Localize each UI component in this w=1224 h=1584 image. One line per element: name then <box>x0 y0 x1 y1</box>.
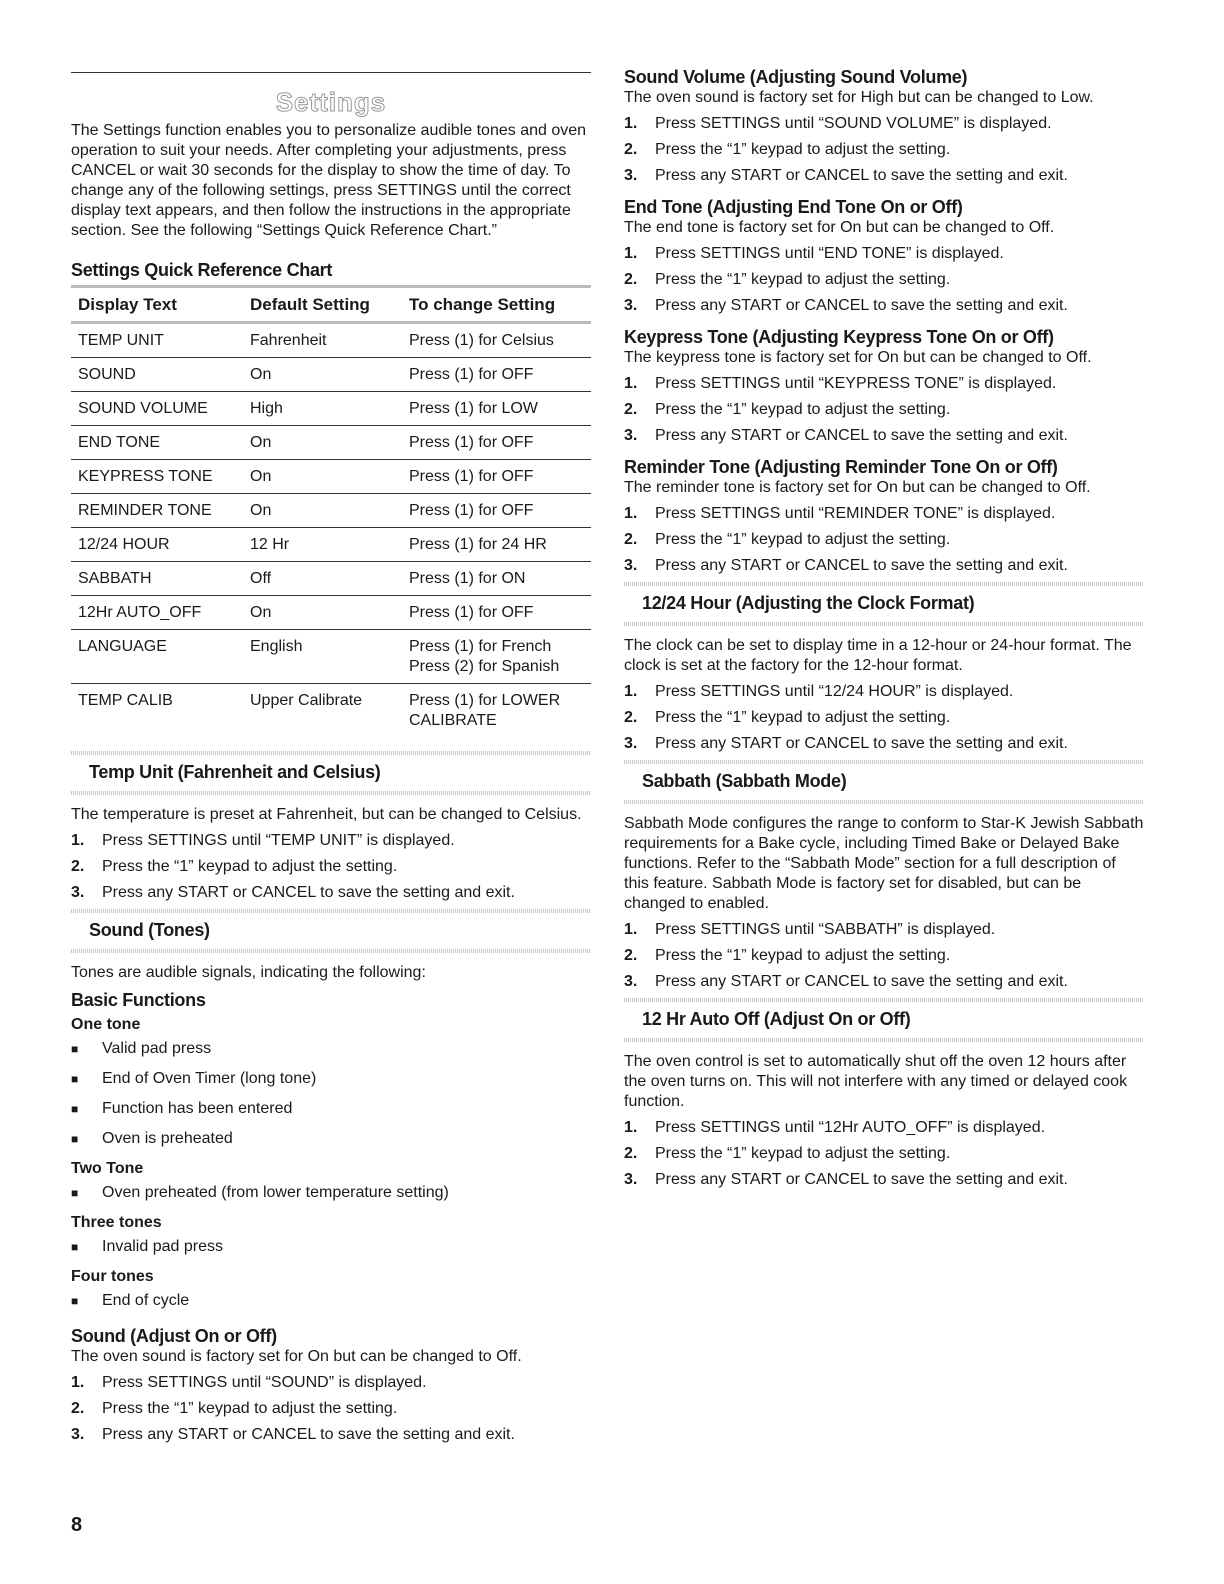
keypress-tone-body: The keypress tone is factory set for On but can be changed to Off. <box>624 349 1092 366</box>
auto-off-title: 12 Hr Auto Off (Adjust On or Off) <box>642 1009 911 1029</box>
auto-off-steps <box>624 1118 1144 1190</box>
basic-functions-title: Basic Functions <box>71 990 206 1010</box>
step-item <box>624 1170 1144 1190</box>
step-item <box>624 166 1144 186</box>
step-number: 3. <box>71 1426 85 1443</box>
end-tone-steps <box>624 244 1144 316</box>
chart-row <box>71 562 591 596</box>
bullet-icon: ■ <box>71 1102 79 1116</box>
temp-unit-steps <box>71 831 591 903</box>
step-item <box>624 734 1144 754</box>
sound-adjust-title: Sound (Adjust On or Off) <box>71 1326 277 1346</box>
step-text: Press any START or CANCEL to save the setting and exit. <box>655 973 1068 990</box>
step-number: 3. <box>624 557 638 574</box>
step-item <box>624 1118 1144 1138</box>
list-item <box>71 1129 591 1149</box>
step-text: Press any START or CANCEL to save the setting and exit. <box>655 557 1068 574</box>
cell-change-setting: Press (1) for Celsius <box>402 323 591 358</box>
temp-unit-body: The temperature is preset at Fahrenheit, but can be changed to Celsius. <box>71 806 582 823</box>
chart-row <box>71 323 591 358</box>
step-number: 2. <box>624 947 638 964</box>
cell-display-text: 12/24 HOUR <box>71 528 243 562</box>
step-number: 3. <box>624 167 638 184</box>
step-item <box>624 140 1144 160</box>
chart-row <box>71 630 591 684</box>
step-text: Press any START or CANCEL to save the setting and exit. <box>102 1426 515 1443</box>
step-item <box>624 270 1144 290</box>
reminder-tone-body: The reminder tone is factory set for On but can be changed to Off. <box>624 479 1091 496</box>
chart-row <box>71 528 591 562</box>
tone-group-list <box>71 1183 591 1203</box>
cell-default-setting: On <box>243 426 402 460</box>
list-item <box>71 1291 591 1311</box>
step-text: Press the “1” keypad to adjust the setting. <box>655 141 951 158</box>
cell-default-setting: English <box>243 630 402 684</box>
tone-group-list <box>71 1237 591 1257</box>
cell-change-setting: Press (1) for OFF <box>402 494 591 528</box>
header-display-text: Display Text <box>71 287 243 323</box>
chart-row <box>71 358 591 392</box>
cell-default-setting: On <box>243 494 402 528</box>
step-text: Press SETTINGS until “12Hr AUTO_OFF” is displayed. <box>655 1119 1046 1136</box>
chart-row <box>71 494 591 528</box>
step-text: Press any START or CANCEL to save the setting and exit. <box>655 427 1068 444</box>
chart-row <box>71 460 591 494</box>
hour-format-banner <box>624 582 1144 626</box>
step-item <box>71 857 591 877</box>
list-item <box>71 1069 591 1089</box>
reminder-tone-steps <box>624 504 1144 576</box>
chart-title: Settings Quick Reference Chart <box>71 260 333 280</box>
cell-change-setting: Press (1) for OFF <box>402 596 591 630</box>
page-number: 8 <box>71 1514 83 1536</box>
chart-row <box>71 392 591 426</box>
step-text: Press any START or CANCEL to save the setting and exit. <box>102 884 515 901</box>
chart-row <box>71 684 591 738</box>
cell-display-text: SOUND VOLUME <box>71 392 243 426</box>
temp-unit-banner <box>71 751 591 795</box>
bullet-icon: ■ <box>71 1042 79 1056</box>
step-text: Press SETTINGS until “SOUND” is displayed. <box>102 1374 427 1391</box>
list-item <box>71 1039 591 1059</box>
cell-change-setting: Press (1) for OFF <box>402 358 591 392</box>
tone-groups <box>71 1015 591 1311</box>
step-number: 1. <box>624 683 638 700</box>
tone-group-list <box>71 1291 591 1311</box>
step-number: 1. <box>624 115 638 132</box>
step-item <box>71 1399 591 1419</box>
tone-group-list <box>71 1039 591 1149</box>
step-number: 2. <box>71 1400 85 1417</box>
cell-display-text: SOUND <box>71 358 243 392</box>
step-text: Press any START or CANCEL to save the setting and exit. <box>655 735 1068 752</box>
reference-chart <box>71 285 591 737</box>
step-text: Press the “1” keypad to adjust the setting. <box>102 858 398 875</box>
cell-default-setting: On <box>243 596 402 630</box>
sabbath-banner <box>624 760 1144 804</box>
step-number: 3. <box>71 884 85 901</box>
cell-change-setting: Press (1) for French Press (2) for Spanish <box>402 630 591 684</box>
sound-adjust-body: The oven sound is factory set for On but can be changed to Off. <box>71 1348 522 1365</box>
step-number: 2. <box>71 858 85 875</box>
sound-volume-steps <box>624 114 1144 186</box>
header-change-setting: To change Setting <box>402 287 591 323</box>
intro-text: The Settings function enables you to personalize audible tones and oven operation to suit your needs. After completing your adjustments, press CANCEL or wait 30 seconds for the display to show the time of day. To change any of the following settings, press SETTINGS until the correct display text appears, and then follow the instructions in the appropriate section. See the following “Settings Quick Reference Chart.” <box>71 122 587 239</box>
step-number: 1. <box>71 1374 85 1391</box>
cell-change-setting: Press (1) for ON <box>402 562 591 596</box>
step-item <box>71 1373 591 1393</box>
chart-header-row <box>71 287 591 323</box>
cell-display-text: REMINDER TONE <box>71 494 243 528</box>
step-number: 1. <box>624 505 638 522</box>
bullet-icon: ■ <box>71 1240 79 1254</box>
end-tone-body: The end tone is factory set for On but can be changed to Off. <box>624 219 1055 236</box>
step-item <box>624 296 1144 316</box>
cell-default-setting: 12 Hr <box>243 528 402 562</box>
sound-adjust-steps <box>71 1373 591 1445</box>
step-item <box>624 504 1144 524</box>
step-number: 3. <box>624 427 638 444</box>
step-text: Press any START or CANCEL to save the setting and exit. <box>655 297 1068 314</box>
hour-format-steps <box>624 682 1144 754</box>
step-number: 1. <box>624 921 638 938</box>
list-item-text: Function has been entered <box>102 1100 293 1117</box>
step-text: Press the “1” keypad to adjust the setting. <box>655 947 951 964</box>
step-text: Press SETTINGS until “TEMP UNIT” is displayed. <box>102 832 455 849</box>
keypress-tone-steps <box>624 374 1144 446</box>
step-item <box>71 831 591 851</box>
step-item <box>624 556 1144 576</box>
step-number: 1. <box>71 832 85 849</box>
cell-change-setting: Press (1) for LOWER CALIBRATE <box>409 692 561 729</box>
cell-display-text: 12Hr AUTO_OFF <box>71 596 243 630</box>
step-number: 3. <box>624 1171 638 1188</box>
step-item <box>624 374 1144 394</box>
step-text: Press the “1” keypad to adjust the setting. <box>655 401 951 418</box>
cell-default-setting: Fahrenheit <box>243 323 402 358</box>
sound-volume-body: The oven sound is factory set for High but can be changed to Low. <box>624 89 1094 106</box>
step-item <box>624 920 1144 940</box>
step-text: Press the “1” keypad to adjust the setting. <box>102 1400 398 1417</box>
step-number: 2. <box>624 709 638 726</box>
left-column <box>71 60 591 1451</box>
cell-change-setting: Press (1) for OFF <box>402 426 591 460</box>
step-number: 2. <box>624 1145 638 1162</box>
step-item <box>71 1425 591 1445</box>
sabbath-steps <box>624 920 1144 992</box>
tone-group-label: Three tones <box>71 1214 162 1231</box>
cell-change-setting: Press (1) for OFF <box>402 460 591 494</box>
header-default-setting: Default Setting <box>243 287 402 323</box>
step-item <box>624 682 1144 702</box>
chart-row <box>71 596 591 630</box>
right-column <box>624 66 1144 1196</box>
cell-default-setting: On <box>243 460 402 494</box>
cell-default-setting: On <box>243 358 402 392</box>
step-text: Press SETTINGS until “KEYPRESS TONE” is displayed. <box>655 375 1057 392</box>
list-item-text: Oven preheated (from lower temperature setting) <box>102 1184 449 1201</box>
cell-display-text: LANGUAGE <box>71 630 243 684</box>
step-number: 2. <box>624 401 638 418</box>
step-item <box>624 1144 1144 1164</box>
cell-display-text: SABBATH <box>71 562 243 596</box>
sound-volume-title: Sound Volume (Adjusting Sound Volume) <box>624 67 968 87</box>
top-rule <box>71 72 591 73</box>
cell-default-setting: Off <box>243 562 402 596</box>
step-number: 3. <box>624 735 638 752</box>
keypress-tone-title: Keypress Tone (Adjusting Keypress Tone On or Off) <box>624 327 1054 347</box>
list-item-text: End of cycle <box>102 1292 190 1309</box>
list-item <box>71 1183 591 1203</box>
step-text: Press SETTINGS until “REMINDER TONE” is displayed. <box>655 505 1056 522</box>
step-item <box>624 400 1144 420</box>
cell-display-text: TEMP CALIB <box>78 692 173 709</box>
step-text: Press any START or CANCEL to save the setting and exit. <box>655 167 1068 184</box>
step-number: 2. <box>624 141 638 158</box>
cell-change-setting: Press (1) for 24 HR <box>402 528 591 562</box>
cell-default-setting: Upper Calibrate <box>250 692 363 709</box>
hour-format-body: The clock can be set to display time in a 12-hour or 24-hour format. The clock is set at the factory for the 12-hour format. <box>624 637 1132 674</box>
step-text: Press the “1” keypad to adjust the setting. <box>655 531 951 548</box>
reminder-tone-title: Reminder Tone (Adjusting Reminder Tone On or Off) <box>624 457 1058 477</box>
cell-change-setting: Press (1) for LOW <box>402 392 591 426</box>
bullet-icon: ■ <box>71 1294 79 1308</box>
step-item <box>624 708 1144 728</box>
list-item-text: Invalid pad press <box>102 1238 223 1255</box>
cell-display-text: KEYPRESS TONE <box>71 460 243 494</box>
step-text: Press SETTINGS until “END TONE” is displayed. <box>655 245 1004 262</box>
step-text: Press the “1” keypad to adjust the setting. <box>655 271 951 288</box>
step-number: 3. <box>624 973 638 990</box>
sabbath-title: Sabbath (Sabbath Mode) <box>642 771 847 791</box>
cell-display-text: END TONE <box>71 426 243 460</box>
sound-tones-title: Sound (Tones) <box>89 920 210 940</box>
step-item <box>624 426 1144 446</box>
list-item-text: Valid pad press <box>102 1040 212 1057</box>
bullet-icon: ■ <box>71 1186 79 1200</box>
tone-group-label: Four tones <box>71 1268 154 1285</box>
end-tone-title: End Tone (Adjusting End Tone On or Off) <box>624 197 963 217</box>
list-item-text: Oven is preheated <box>102 1130 233 1147</box>
step-text: Press the “1” keypad to adjust the setting. <box>655 1145 951 1162</box>
list-item <box>71 1237 591 1257</box>
list-item <box>71 1099 591 1119</box>
step-number: 1. <box>624 245 638 262</box>
step-item <box>624 946 1144 966</box>
sound-tones-body: Tones are audible signals, indicating the following: <box>71 964 426 981</box>
step-item <box>624 530 1144 550</box>
auto-off-body: The oven control is set to automatically shut off the oven 12 hours after the oven turns on. This will not interfere with any timed or delayed cook function. <box>624 1053 1128 1110</box>
step-text: Press SETTINGS until “SOUND VOLUME” is displayed. <box>655 115 1052 132</box>
step-item <box>624 972 1144 992</box>
sabbath-body: Sabbath Mode configures the range to conform to Star-K Jewish Sabbath requirements for a Bake cycle, including Timed Bake or Delayed Bake functions. Refer to the “Sabbath Mode” section for a full description of this feature. Sabbath Mode is factory set for disabled, but can be changed to enabled. <box>624 815 1144 912</box>
list-item-text: End of Oven Timer (long tone) <box>102 1070 317 1087</box>
step-text: Press SETTINGS until “12/24 HOUR” is displayed. <box>655 683 1014 700</box>
step-text: Press SETTINGS until “SABBATH” is displayed. <box>655 921 996 938</box>
cell-display-text: TEMP UNIT <box>71 323 243 358</box>
step-number: 1. <box>624 375 638 392</box>
cell-default-setting: High <box>243 392 402 426</box>
step-text: Press any START or CANCEL to save the setting and exit. <box>655 1171 1068 1188</box>
bullet-icon: ■ <box>71 1072 79 1086</box>
auto-off-banner <box>624 998 1144 1042</box>
tone-group-label: Two Tone <box>71 1160 144 1177</box>
temp-unit-title: Temp Unit (Fahrenheit and Celsius) <box>89 762 381 782</box>
step-number: 2. <box>624 531 638 548</box>
tone-group-label: One tone <box>71 1016 141 1033</box>
chart-row <box>71 426 591 460</box>
step-number: 1. <box>624 1119 638 1136</box>
hour-format-title: 12/24 Hour (Adjusting the Clock Format) <box>642 593 975 613</box>
bullet-icon: ■ <box>71 1132 79 1146</box>
step-number: 3. <box>624 297 638 314</box>
step-text: Press the “1” keypad to adjust the setting. <box>655 709 951 726</box>
page-title: Settings <box>275 87 387 117</box>
sound-tones-banner <box>71 909 591 953</box>
step-item <box>71 883 591 903</box>
step-item <box>624 114 1144 134</box>
step-number: 2. <box>624 271 638 288</box>
step-item <box>624 244 1144 264</box>
